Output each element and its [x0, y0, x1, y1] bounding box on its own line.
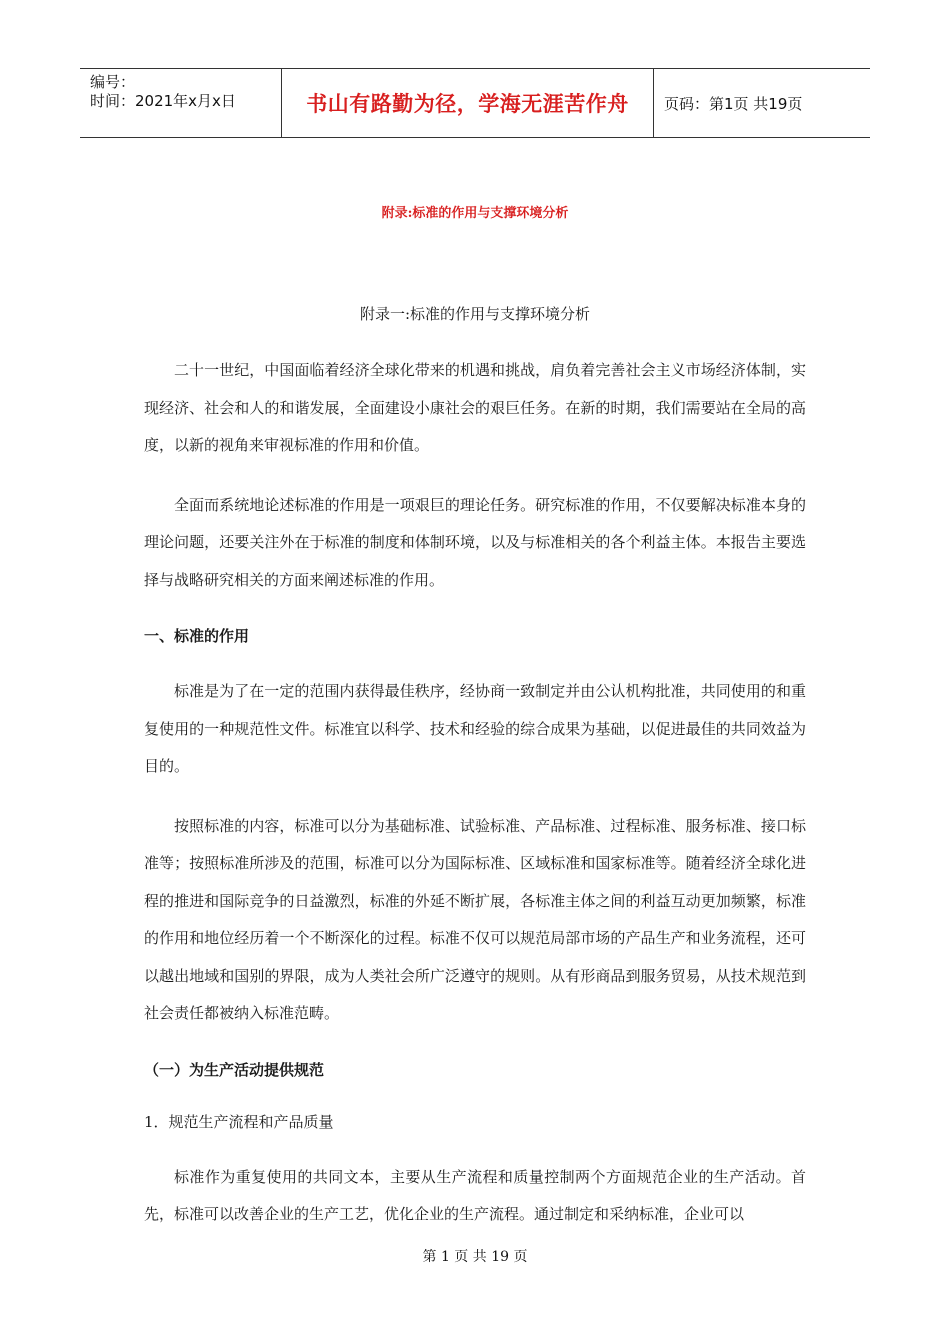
paragraph: 标准作为重复使用的共同文本，主要从生产流程和质量控制两个方面规范企业的生产活动。首先，标准可以改善企业的生产工艺，优化企业的生产流程。通过制定和采纳标准，企业可以	[144, 1167, 806, 1223]
section-heading: 一、标准的作用	[144, 627, 250, 645]
paragraph: 按照标准的内容，标准可以分为基础标准、试验标准、产品标准、过程标准、服务标准、接口标准等；按照标准所涉及的范围，标准可以分为国际标准、区域标准和国家标准等。随着经济全球化进程的推进和国际竞争的日益激烈，标准的外延不断扩展，各标准主体之间的利益互动更加频繁，标准的作用和地位经历着一个不断深化的过程。标准不仅可以规范局部市场的产品生产和业务流程，还可以越出地域和国别的界限，成为人类社会所广泛遵守的规则。从有形商品到服务贸易，从技术规范到社会责任都被纳入标准范畴。	[144, 816, 806, 1022]
item-heading: 1．规范生产流程和产品质量	[144, 1112, 334, 1131]
header-meta	[80, 69, 282, 137]
header-page-info: 页码：第1页 共19页	[664, 94, 803, 113]
document-body	[144, 302, 806, 1256]
paragraph: 标准是为了在一定的范围内获得最佳秩序，经协商一致制定并由公认机构批准，共同使用的和重复使用的一种规范性文件。标准宜以科学、技术和经验的综合成果为基础，以促进最佳的共同效益为目的。	[144, 682, 806, 775]
page-footer: 第 1 页 共 19 页	[422, 1249, 528, 1265]
paragraph: 二十一世纪，中国面临着经济全球化带来的机遇和挑战，肩负着完善社会主义市场经济体制，实现经济、社会和人的和谐发展，全面建设小康社会的艰巨任务。在新的时期，我们需要站在全局的高度，以新的视角来审视标准的作用和价值。	[144, 361, 806, 454]
header-motto: 书山有路勤为径，学海无涯苦作舟	[282, 69, 654, 137]
time-label: 时间：2021年x月x日	[90, 92, 236, 110]
number-label: 编号：	[90, 73, 136, 91]
subsection-heading: （一）为生产活动提供规范	[144, 1060, 325, 1079]
document-title: 附录:标准的作用与支撑环境分析	[381, 206, 569, 221]
page-header	[80, 68, 870, 138]
document-subtitle: 附录一:标准的作用与支撑环境分析	[359, 305, 591, 323]
paragraph: 全面而系统地论述标准的作用是一项艰巨的理论任务。研究标准的作用，不仅要解决标准本身的理论问题，还要关注外在于标准的制度和体制环境，以及与标准相关的各个利益主体。本报告主要选择与战略研究相关的方面来阐述标准的作用。	[144, 495, 806, 589]
